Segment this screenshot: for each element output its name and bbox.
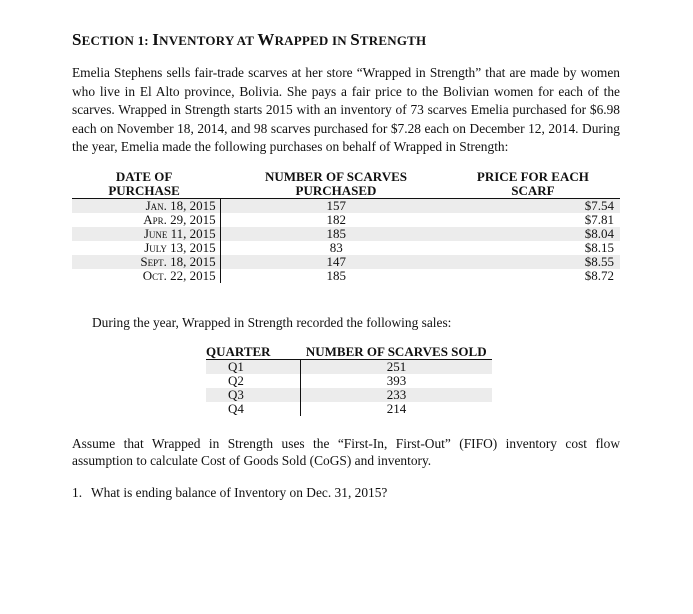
table-row	[72, 241, 620, 255]
sales-header-row	[206, 345, 492, 360]
sales-quarter: Q1	[206, 360, 300, 375]
table-row	[72, 269, 620, 283]
question-text: What is ending balance of Inventory on Dec. 31, 2015?	[91, 485, 388, 500]
question-number: 1.	[72, 485, 83, 500]
heading-part: TRENGTH	[359, 33, 427, 48]
table-row	[72, 255, 620, 269]
question-1	[72, 485, 387, 501]
sales-table	[206, 345, 492, 416]
purchase-qty: 182	[326, 212, 346, 227]
header-number-sold: NUMBER OF SCARVES SOLD	[300, 345, 492, 360]
purchase-price: $8.72	[584, 268, 614, 283]
table-row	[206, 402, 492, 416]
header-num-line2: PURCHASED	[295, 183, 377, 198]
purchase-date: Apr. 29, 2015	[72, 213, 220, 227]
heading-letter: W	[257, 30, 275, 49]
table-row	[72, 213, 620, 227]
header-num-line1: NUMBER OF SCARVES	[264, 169, 408, 184]
purchase-date: June 11, 2015	[72, 227, 220, 241]
table-row	[72, 227, 620, 241]
purchases-header-row	[72, 170, 620, 199]
heading-letter: I	[152, 30, 160, 49]
table-row	[206, 388, 492, 402]
purchase-date: Jan. 18, 2015	[72, 199, 220, 214]
purchase-qty: 185	[220, 227, 452, 241]
table-row	[206, 360, 492, 375]
purchase-price: $7.81	[584, 212, 614, 227]
heading-letter: S	[350, 30, 360, 49]
header-price-line2: SCARF	[511, 183, 555, 198]
header-price-line1: PRICE FOR EACH	[476, 169, 589, 184]
header-number-purchased	[220, 170, 452, 199]
sales-number: 233	[300, 388, 492, 402]
sales-number: 393	[386, 373, 407, 388]
section-heading	[72, 30, 426, 50]
purchase-date: July 13, 2015	[72, 241, 220, 255]
heading-part: RAPPED IN	[274, 33, 351, 48]
header-price-each	[452, 170, 620, 199]
fifo-assumption-paragraph: Assume that Wrapped in Strength uses the “First-In, First-Out” (FIFO) inventory cost flow assumption to calculate Cost of Goods Sold (CoGS) and inventory.	[72, 436, 620, 468]
purchase-price: $8.55	[452, 255, 620, 269]
header-date-line1: DATE OF	[115, 169, 173, 184]
sales-intro: During the year, Wrapped in Strength recorded the following sales:	[92, 315, 452, 330]
purchase-price: $7.54	[452, 199, 620, 214]
header-date-of-purchase	[72, 170, 220, 199]
purchase-qty: 157	[220, 199, 452, 214]
intro-paragraph: Emelia Stephens sells fair-trade scarves at her store “Wrapped in Strength” that are made by women who live in El Alto province, Bolivia. She pays a fair price to the Bolivian women for each of the scarves. Wrapped in Strength starts 2015 with an inventory of 73 scarves Emelia purchased for $6.98 each on November 18, 2014, and 98 scarves purchased for $7.28 each on December 12, 2014. During the year, Emelia made the following purchases on behalf of Wrapped in Strength:	[72, 65, 620, 155]
purchase-qty: 147	[220, 255, 452, 269]
table-row	[72, 199, 620, 214]
purchase-date: Sept. 18, 2015	[72, 255, 220, 269]
purchase-price: $8.15	[584, 240, 614, 255]
heading-part: ECTION 1:	[81, 33, 153, 48]
heading-letter: S	[72, 30, 82, 49]
header-date-line2: PURCHASE	[108, 183, 180, 198]
purchase-qty: 185	[326, 268, 346, 283]
purchases-table	[72, 170, 620, 283]
sales-quarter: Q4	[206, 402, 300, 416]
purchase-date: Oct. 22, 2015	[72, 269, 220, 283]
heading-part: NVENTORY AT	[159, 33, 258, 48]
purchase-qty: 83	[329, 240, 343, 255]
table-row	[206, 374, 492, 388]
purchase-price: $8.04	[452, 227, 620, 241]
sales-number: 251	[300, 360, 492, 375]
sales-quarter: Q3	[206, 388, 300, 402]
sales-number: 214	[386, 401, 407, 416]
header-quarter: QUARTER	[206, 345, 300, 360]
sales-quarter: Q2	[206, 374, 300, 388]
